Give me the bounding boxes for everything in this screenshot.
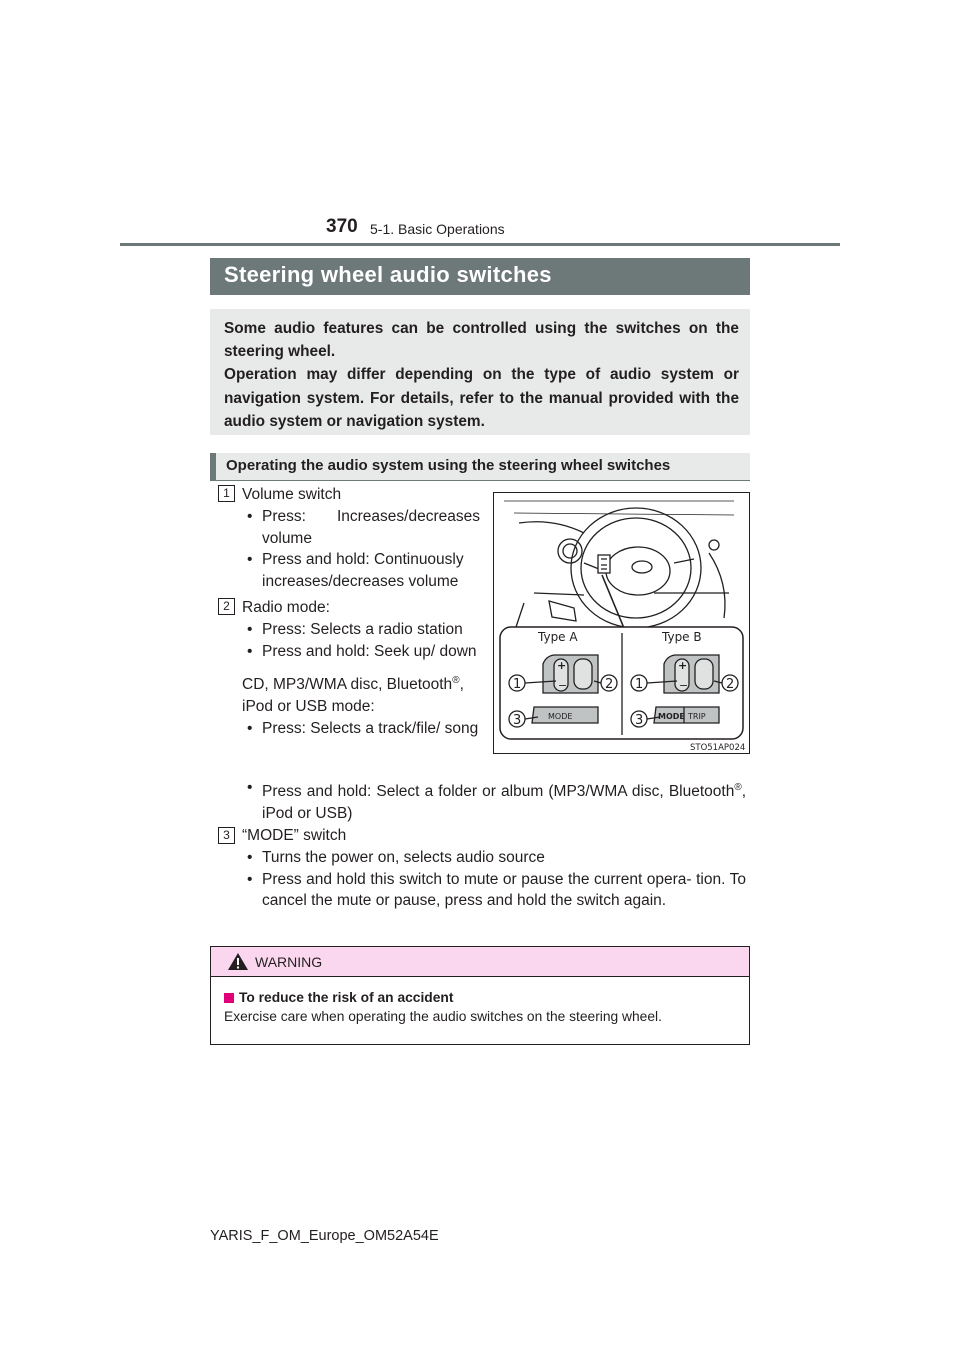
callout-3-b: 3 — [635, 713, 644, 728]
media-mode-text: CD, MP3/WMA disc, Bluetooth — [242, 676, 453, 694]
intro-line-1: Some audio features can be controlled using the switches on the steering wheel. — [224, 320, 739, 361]
bullet: • Press and hold: Continuously increases/decreases volume — [242, 549, 480, 593]
item-number-3: 3 — [218, 827, 235, 844]
subheading: Operating the audio system using the steering wheel switches — [210, 453, 750, 481]
svg-text:+: + — [678, 659, 688, 672]
warning-heading: To reduce the risk of an accident — [239, 990, 454, 1005]
section-breadcrumb: 5-1. Basic Operations — [370, 221, 505, 237]
warning-box — [210, 946, 750, 1045]
warning-triangle-icon — [227, 952, 249, 971]
type-b-label: Type B — [662, 630, 702, 644]
mode-label-b: MODE — [658, 712, 685, 721]
bullet: • Press: Selects a radio station — [242, 619, 480, 641]
warning-heading-row — [224, 990, 749, 1005]
item-radio-mode — [242, 597, 480, 740]
steering-wheel-illustration — [494, 493, 750, 754]
figure-code: STO51AP024 — [690, 743, 746, 753]
warning-header — [211, 947, 749, 977]
item-mode-switch — [242, 825, 746, 912]
svg-text:−: − — [558, 679, 568, 692]
callout-2-b: 2 — [726, 677, 735, 692]
registered-mark: ® — [734, 782, 742, 793]
item-title: Volume switch — [242, 486, 342, 503]
media-mode-paragraph — [242, 670, 480, 718]
item-number-2: 2 — [218, 598, 235, 615]
steering-wheel-figure — [493, 492, 750, 754]
callout-3-a: 3 — [513, 713, 522, 728]
callout-1-b: 1 — [635, 677, 644, 692]
square-bullet-icon — [224, 993, 234, 1003]
bullet-wide-text-2: , iPod or USB) — [262, 783, 746, 822]
svg-text:−: − — [679, 679, 689, 692]
warning-label: WARNING — [255, 954, 323, 970]
item-title: “MODE” switch — [242, 827, 347, 844]
registered-mark: ® — [452, 675, 460, 687]
footer-doc-id: YARIS_F_OM_Europe_OM52A54E — [210, 1228, 439, 1244]
bullet: • Press: Selects a track/file/ song — [242, 718, 480, 740]
trip-label: TRIP — [688, 712, 706, 721]
type-a-label: Type A — [538, 630, 578, 644]
page-title: Steering wheel audio switches — [210, 258, 750, 295]
intro-line-2: Operation may differ depending on the type of audio system or navigation system. For details, refer to the manual provided with the audio system or navigation system. — [224, 366, 739, 430]
warning-text: Exercise care when operating the audio switches on the steering wheel. — [224, 1009, 662, 1024]
bullet-wide-text: Press and hold: Select a folder or album (MP3/WMA disc, Bluetooth — [262, 783, 735, 801]
item-volume-switch — [242, 484, 480, 593]
item-title: Radio mode: — [242, 599, 330, 616]
svg-text:+: + — [557, 659, 567, 672]
bullet: • Press and hold: Seek up/ down — [242, 641, 480, 663]
bullet-wide — [242, 777, 746, 825]
bullet: • Press and hold this switch to mute or pause the current opera- tion. To cancel the mute or pause, press and hold the switch again. — [242, 869, 746, 913]
mode-label-a: MODE — [548, 712, 573, 721]
media-mode-text-2: , iPod or USB mode: — [242, 676, 464, 716]
callout-2-a: 2 — [605, 677, 614, 692]
bullet: • Turns the power on, selects audio source — [242, 847, 746, 869]
callout-1-a: 1 — [513, 677, 522, 692]
intro-box — [210, 309, 750, 435]
warning-body — [211, 977, 749, 1024]
item-number-1: 1 — [218, 485, 235, 502]
bullet: • Press: Increases/decreases volume — [242, 506, 480, 550]
header-rule — [120, 243, 840, 246]
page-number: 370 — [326, 216, 358, 237]
